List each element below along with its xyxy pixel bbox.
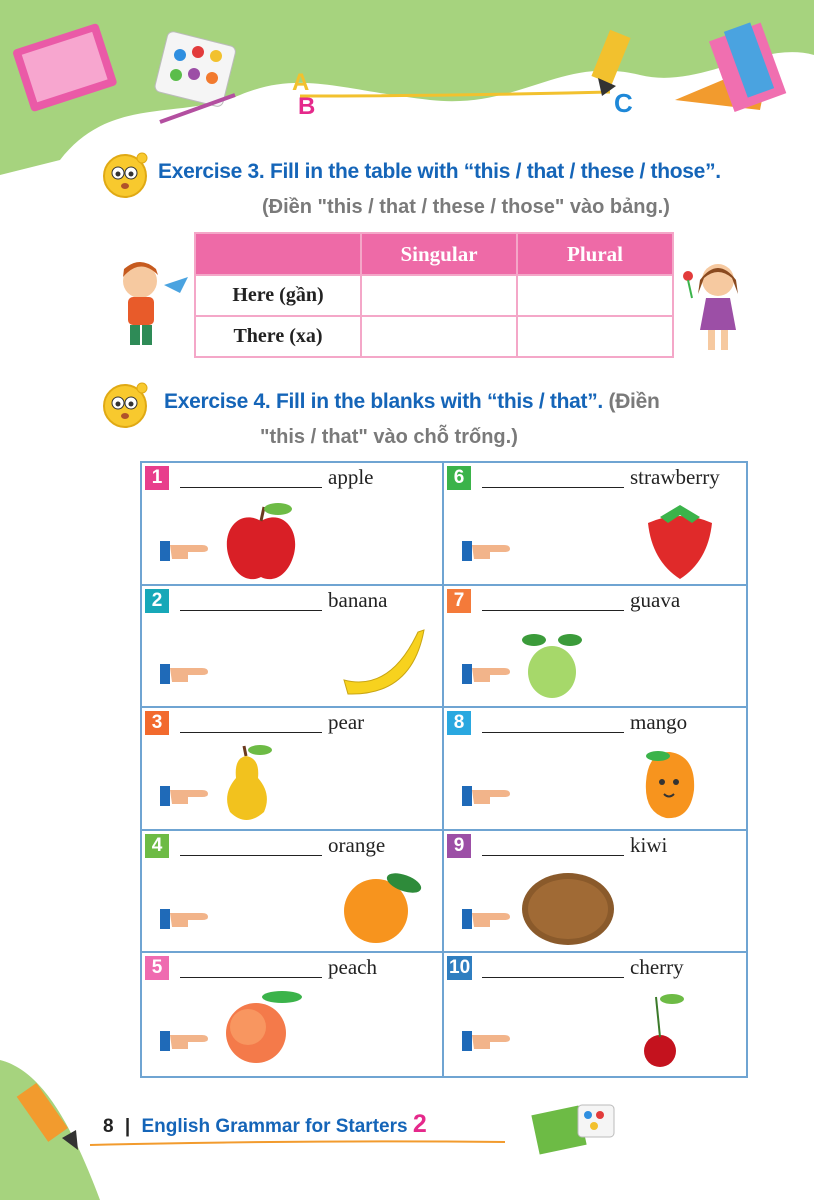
item-word: orange: [328, 832, 386, 857]
pointing-hand-icon: [460, 537, 518, 563]
girl-illustration: [678, 258, 752, 356]
table-header-row: [195, 233, 673, 275]
exercise-item-2: [142, 586, 444, 709]
page-footer: [103, 1110, 427, 1139]
strawberry-icon: [640, 501, 720, 581]
answer-cell[interactable]: [361, 316, 517, 357]
thinking-face-icon: [100, 380, 150, 430]
answer-blank[interactable]: [482, 487, 624, 488]
pointing-hand-icon: [460, 660, 518, 686]
table-header-singular: Singular: [361, 233, 517, 275]
answer-blank[interactable]: [180, 732, 322, 733]
pointing-hand-icon: [460, 905, 518, 931]
table-row: [195, 275, 673, 316]
this-that-table: [194, 232, 674, 358]
row-label-here: Here (gần): [195, 275, 361, 316]
thinking-face-icon: [100, 150, 150, 200]
row-label-there: There (xa): [195, 316, 361, 357]
boy-illustration: [106, 255, 190, 355]
answer-cell[interactable]: [361, 275, 517, 316]
item-number: 1: [145, 466, 169, 490]
answer-blank[interactable]: [482, 855, 624, 856]
exercise-4-subtitle: "this / that" vào chỗ trống.): [260, 426, 518, 448]
exercise-4-title-text: Exercise 4. Fill in the blanks with “this / that”.: [164, 390, 603, 413]
answer-blank[interactable]: [482, 732, 624, 733]
answer-blank[interactable]: [180, 855, 322, 856]
banana-icon: [340, 624, 428, 700]
book-edition: 2: [412, 1110, 427, 1138]
exercise-item-4: [142, 831, 444, 954]
letter-c: C: [614, 88, 633, 118]
table-row: [195, 316, 673, 357]
page-number: 8: [103, 1116, 114, 1137]
answer-blank[interactable]: [482, 977, 624, 978]
item-word: pear: [328, 710, 365, 735]
exercise-3-title: Exercise 3. Fill in the table with “this / that / these / those”.: [158, 160, 721, 183]
exercise-4-title-tail: (Điền: [608, 390, 660, 413]
pointing-hand-icon: [158, 905, 216, 931]
item-word: mango: [630, 710, 688, 735]
item-number: 8: [447, 711, 471, 735]
cherry-icon: [640, 989, 690, 1069]
item-number: 6: [447, 466, 471, 490]
exercise-item-5: [142, 953, 444, 1076]
exercise-item-8: [444, 708, 746, 831]
answer-blank[interactable]: [180, 977, 322, 978]
letter-b: B: [298, 93, 316, 120]
answer-blank[interactable]: [482, 610, 624, 611]
answer-cell[interactable]: [517, 275, 673, 316]
pointing-hand-icon: [460, 782, 518, 808]
exercise-item-7: [444, 586, 746, 709]
item-word: kiwi: [630, 832, 668, 857]
answer-blank[interactable]: [180, 610, 322, 611]
kiwi-icon: [520, 871, 616, 947]
item-word: apple: [328, 465, 374, 489]
item-number: 7: [447, 589, 471, 613]
item-word: cherry: [630, 955, 684, 980]
pointing-hand-icon: [460, 1027, 518, 1053]
item-number: 10: [449, 957, 471, 979]
guava-icon: [518, 626, 588, 702]
table-header-plural: Plural: [517, 233, 673, 275]
item-number: 9: [447, 834, 471, 858]
exercise-item-10: [444, 953, 746, 1076]
answer-cell[interactable]: [517, 316, 673, 357]
answer-blank[interactable]: [180, 487, 322, 488]
exercise-item-9: [444, 831, 746, 954]
item-word: banana: [328, 587, 388, 612]
item-word: strawberry: [630, 465, 720, 489]
item-number: 5: [145, 956, 169, 980]
exercise-item-1: [142, 463, 444, 586]
header-decoration: [0, 0, 814, 175]
item-word: peach: [328, 955, 377, 980]
item-word: guava: [630, 587, 681, 612]
pear-icon: [216, 744, 278, 826]
pointing-hand-icon: [158, 782, 216, 808]
exercise-3-subtitle: (Điền "this / that / these / those" vào bảng.): [262, 196, 670, 218]
item-number: 3: [145, 711, 169, 735]
peach-icon: [218, 989, 304, 1065]
footer-separator: |: [124, 1116, 131, 1137]
item-number: 4: [145, 834, 169, 858]
letter-a: A: [292, 69, 310, 96]
exercise-item-6: [444, 463, 746, 586]
pointing-hand-icon: [158, 1027, 216, 1053]
apple-icon: [220, 499, 302, 583]
pointing-hand-icon: [158, 537, 216, 563]
notebook-icon: [531, 1105, 614, 1155]
pointing-hand-icon: [158, 660, 216, 686]
exercise-4-title: [164, 390, 660, 414]
fruit-exercise-grid: [140, 461, 748, 1078]
mango-icon: [640, 746, 700, 822]
table-header-empty: [195, 233, 361, 275]
item-number: 2: [145, 589, 169, 613]
book-title: English Grammar for Starters: [141, 1116, 408, 1137]
exercise-item-3: [142, 708, 444, 831]
orange-icon: [340, 869, 424, 945]
